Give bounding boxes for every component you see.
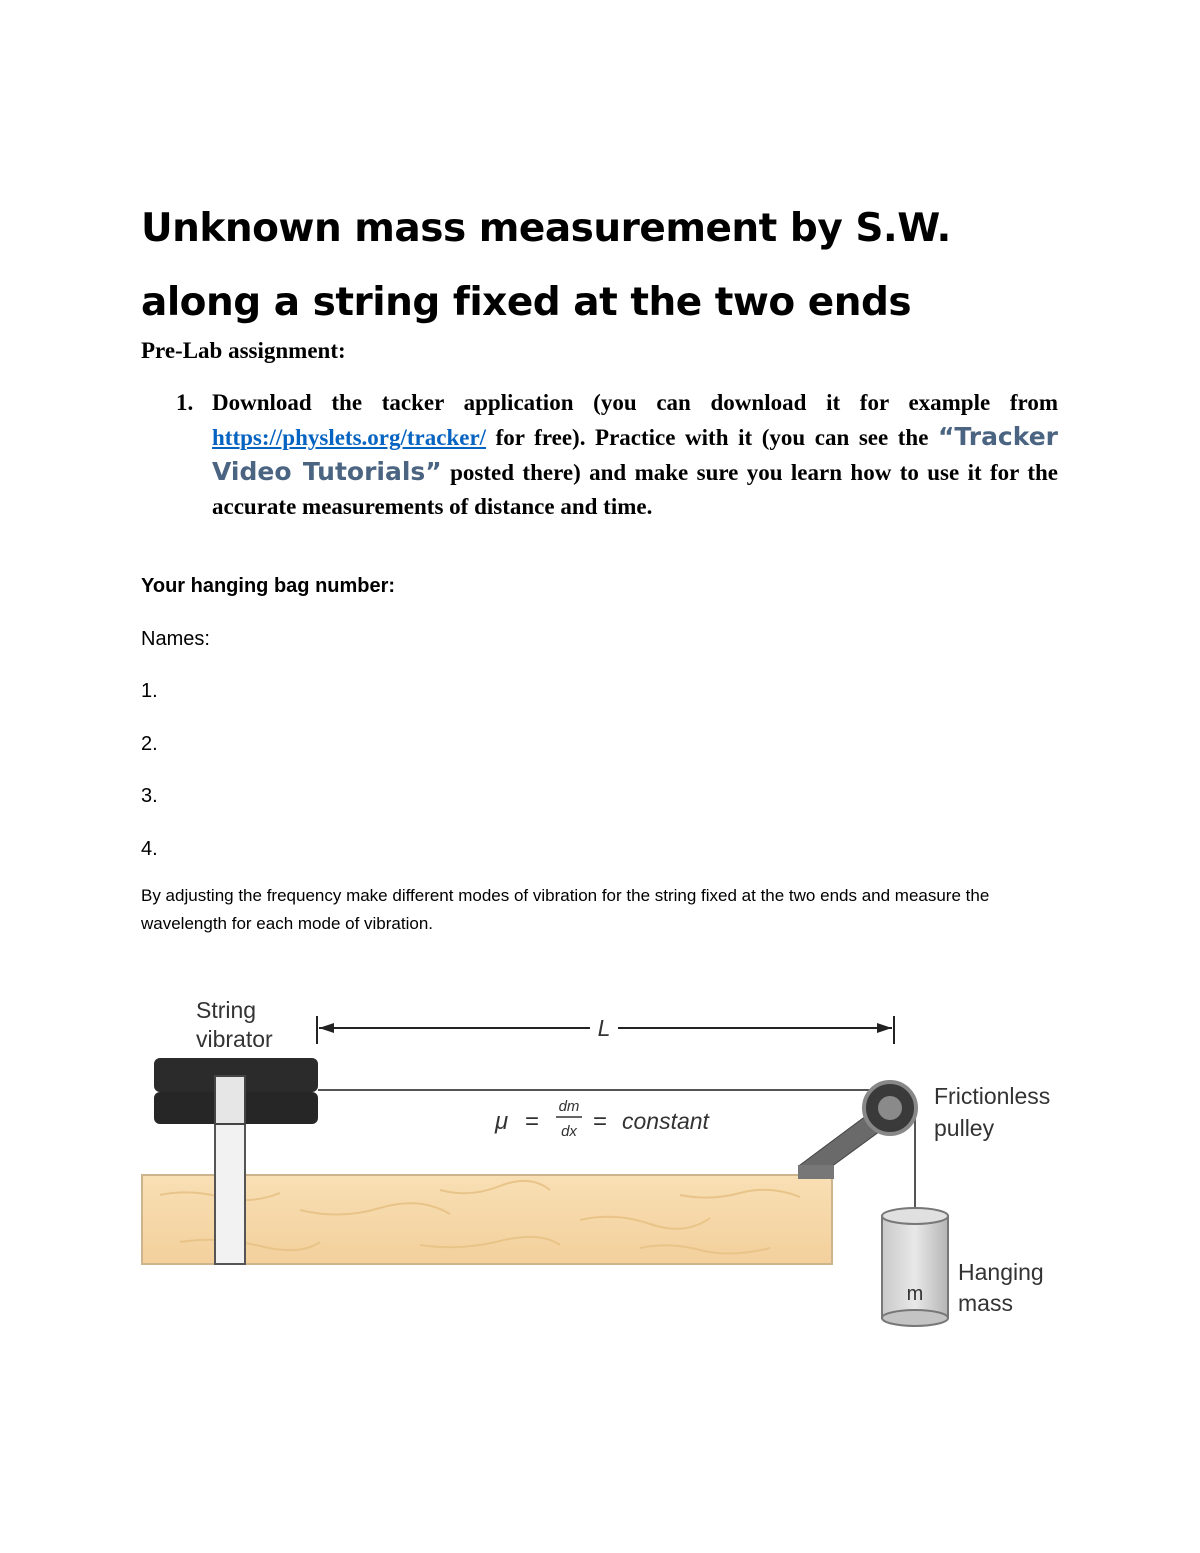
formula-equals-2: = [593, 1108, 608, 1135]
mass-symbol: m [906, 1283, 924, 1305]
title-line-1: Unknown mass measurement by S.W. [141, 206, 951, 251]
pulley-hub [878, 1096, 902, 1120]
name-line-1: 1. [141, 680, 158, 702]
mass-top [882, 1208, 948, 1224]
formula-equals-1: = [525, 1108, 540, 1135]
mass-label-line-2: mass [958, 1290, 1013, 1316]
length-label: L [597, 1015, 611, 1041]
document-title [141, 192, 1121, 340]
apparatus-diagram [120, 980, 1080, 1360]
vibrator-label-line-1: String [196, 997, 257, 1023]
formula-numerator: dm [558, 1098, 580, 1115]
item-text-part: for free). Practice with it (you can see the [486, 425, 938, 450]
pulley-bracket [798, 1165, 834, 1179]
name-line-3: 3. [141, 785, 158, 807]
linear-density-formula [494, 1098, 711, 1140]
vibrator-post-upper [215, 1076, 245, 1124]
pulley-label-line-2: pulley [934, 1115, 995, 1141]
instruction-paragraph: By adjusting the frequency make different modes of vibration for the string fixed at the two ends and measure the wavelength for each mode of vibration. [141, 886, 990, 933]
prelab-heading: Pre-Lab assignment: [141, 338, 346, 363]
mass-label-line-1: Hanging [958, 1259, 1044, 1285]
arrowhead-left [319, 1023, 334, 1033]
item-text-part: Download the tacker application (you can download it for example from [212, 390, 1058, 415]
item-number: 1. [176, 390, 194, 415]
vibrator-label-line-2: vibrator [196, 1026, 273, 1052]
mass-bottom [882, 1310, 948, 1326]
title-line-2: along a string fixed at the two ends [141, 280, 912, 325]
name-line-4: 4. [141, 838, 158, 860]
item-text [212, 386, 1058, 524]
names-label: Names: [141, 628, 210, 650]
formula-mu: μ [495, 1108, 509, 1135]
tracker-tutorials-label: “Tracker Video Tutorials” [212, 422, 1058, 486]
formula-denominator: dx [561, 1123, 577, 1140]
bag-number-label: Your hanging bag number: [141, 575, 396, 597]
arrowhead-right [877, 1023, 892, 1033]
pulley-label-line-1: Frictionless [934, 1083, 1051, 1109]
name-line-2: 2. [141, 733, 158, 755]
tracker-link[interactable]: https://physlets.org/tracker/ [212, 425, 487, 450]
formula-constant: constant [622, 1108, 709, 1134]
item-text-part: posted there) and make sure you learn how to use it for the accurate measurements of distance and time. [212, 460, 1058, 519]
